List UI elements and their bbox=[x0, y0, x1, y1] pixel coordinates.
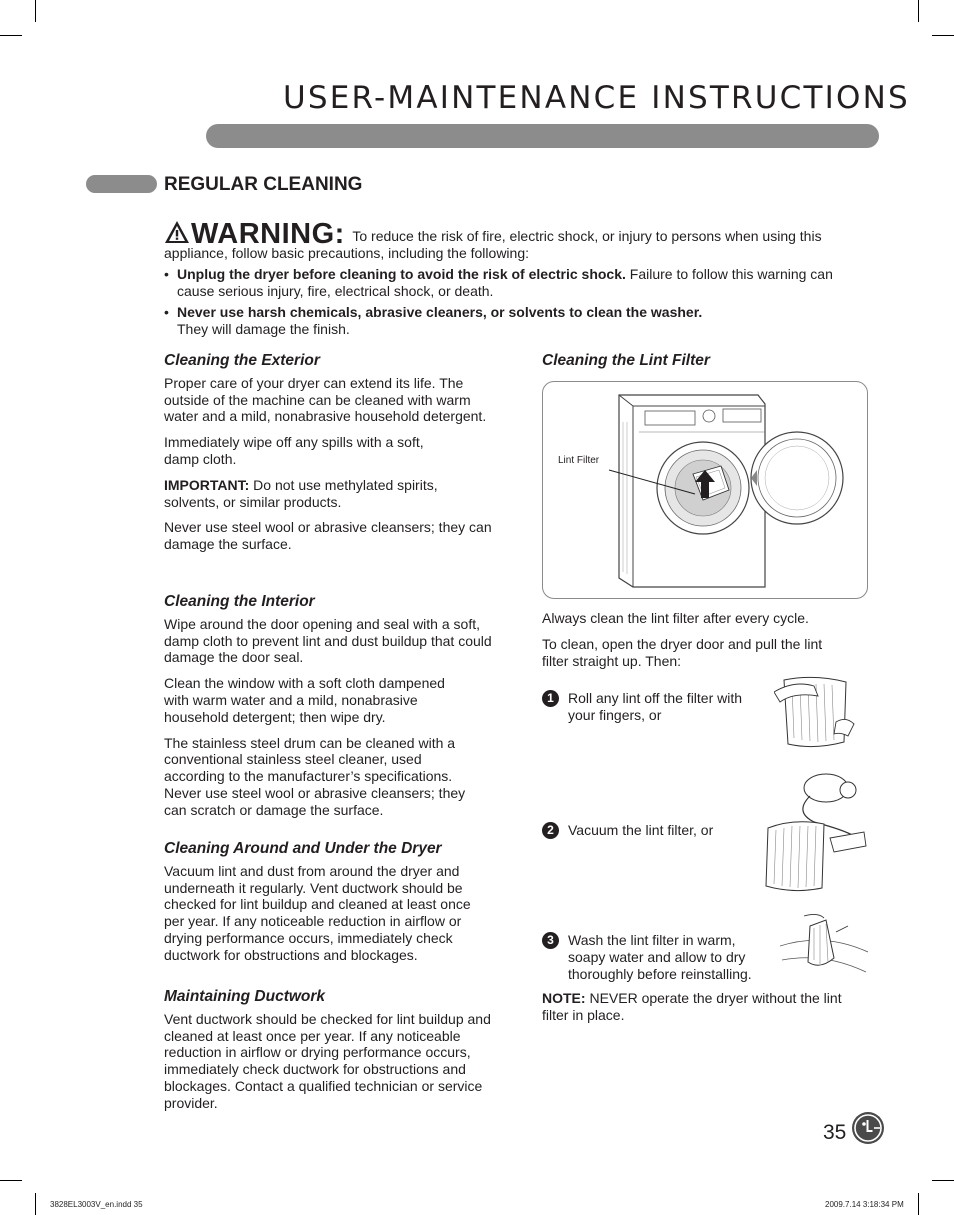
warning-intro bbox=[164, 220, 864, 262]
lint-filter-p2: To clean, open the dryer door and pull the lint filter straight up. Then: bbox=[542, 635, 823, 669]
around-heading: Cleaning Around and Under the Dryer bbox=[164, 840, 442, 857]
section-title: REGULAR CLEANING bbox=[164, 174, 363, 195]
step-3 bbox=[542, 932, 772, 982]
page-number: 35 bbox=[823, 1121, 847, 1144]
exterior-p2: Immediately wipe off any spills with a soft, damp cloth. bbox=[164, 434, 424, 467]
warning-bullet bbox=[164, 266, 864, 300]
exterior-p3: IMPORTANT: Do not use methylated spirits, solvents, or similar products. bbox=[164, 476, 438, 510]
lg-logo-icon bbox=[852, 1112, 884, 1144]
warning-label: WARNING: bbox=[191, 218, 345, 250]
exterior-section bbox=[164, 353, 494, 562]
step-number: 1 bbox=[542, 690, 559, 707]
note bbox=[542, 990, 862, 1033]
step-text: Vacuum the lint filter, or bbox=[568, 822, 714, 838]
footer-date: 2009.7.14 3:18:34 PM bbox=[825, 1200, 904, 1209]
interior-heading: Cleaning the Interior bbox=[164, 593, 315, 610]
exterior-p1: Proper care of your dryer can extend its life. The outside of the machine can be cleaned with warm water and a mild, nonabrasive household detergent. bbox=[164, 374, 487, 425]
wash-filter-illustration bbox=[780, 912, 868, 978]
interior-p2: Clean the window with a soft cloth dampened with warm water and a mild, nonabrasive household detergent; then wipe dry. bbox=[164, 675, 445, 725]
lint-filter-label: Lint Filter bbox=[558, 455, 600, 466]
title-bar bbox=[206, 124, 879, 148]
step-number: 2 bbox=[542, 822, 559, 839]
warning-bullet-bold: Unplug the dryer before cleaning to avoid the risk of electric shock. bbox=[177, 266, 626, 282]
crop-mark bbox=[932, 35, 954, 36]
ductwork-section bbox=[164, 989, 494, 1121]
warning-bullet-bold: Never use harsh chemicals, abrasive cleaners, or solvents to clean the washer. bbox=[177, 304, 703, 320]
lint-filter-text bbox=[542, 610, 862, 678]
warning-triangle-icon bbox=[164, 220, 190, 244]
around-section bbox=[164, 841, 494, 973]
exterior-heading: Cleaning the Exterior bbox=[164, 352, 320, 369]
lint-filter-p1: Always clean the lint filter after every cycle. bbox=[542, 610, 809, 626]
interior-p1: Wipe around the door opening and seal with a soft, damp cloth to prevent lint and dust buildup that could damage the door seal. bbox=[164, 615, 492, 666]
crop-mark bbox=[0, 1180, 22, 1181]
section-marker bbox=[86, 175, 157, 193]
step-text: Roll any lint off the filter with your fingers, or bbox=[568, 690, 743, 723]
lint-filter-roll-illustration bbox=[774, 672, 856, 750]
crop-mark bbox=[918, 1193, 919, 1215]
warning-block bbox=[164, 220, 864, 338]
note-text: NOTE: NEVER operate the dryer without the lint filter in place. bbox=[542, 990, 842, 1023]
crop-mark bbox=[0, 35, 22, 36]
around-p1: Vacuum lint and dust from around the dryer and underneath it regularly. Vent ductwork should be checked for lint buildup and cleaned at least once per year. If any noticeable reduction in airflow or drying performance occurs, immediately check ductwork for obstructions and blockages. bbox=[164, 862, 471, 963]
step-2 bbox=[542, 822, 762, 839]
lg-logo bbox=[852, 1112, 884, 1144]
crop-mark bbox=[35, 0, 36, 22]
exterior-p4: Never use steel wool or abrasive cleansers; they can damage the surface. bbox=[164, 519, 492, 553]
warning-bullet-text: They will damage the finish. bbox=[177, 321, 350, 337]
dryer-image bbox=[543, 382, 867, 598]
lint-filter-heading: Cleaning the Lint Filter bbox=[542, 352, 710, 369]
vacuum-illustration bbox=[764, 766, 868, 894]
warning-bullet-text: Failure to follow this warning can cause serious injury, fire, electrical shock, or death. bbox=[177, 266, 833, 299]
crop-mark bbox=[918, 0, 919, 22]
warning-bullet bbox=[164, 304, 864, 338]
page-title: USER-MAINTENANCE INSTRUCTIONS bbox=[283, 80, 910, 116]
ductwork-p1: Vent ductwork should be checked for lint buildup and cleaned at least once per year. If any noticeable reduction in airflow or drying performance occurs, immediately check ductwork for obstructions and blockages. Contact a qualified technician or service provider. bbox=[164, 1010, 491, 1111]
footer-file: 3828EL3003V_en.indd 35 bbox=[50, 1200, 143, 1209]
warning-intro-text: To reduce the risk of fire, electric shock, or injury to persons when using this appliance, follow basic precautions, including the following: bbox=[164, 228, 822, 261]
interior-section bbox=[164, 594, 494, 828]
step-1 bbox=[542, 690, 762, 724]
crop-mark bbox=[932, 1180, 954, 1181]
step-number: 3 bbox=[542, 932, 559, 949]
interior-p3: The stainless steel drum can be cleaned with a conventional stainless steel cleaner, used according to the manufacturer’s specifications. Never use steel wool or abrasive cleansers; they can scratch or damage the surface. bbox=[164, 734, 466, 818]
dryer-illustration bbox=[542, 381, 868, 599]
step-text: Wash the lint filter in warm, soapy water and allow to dry thoroughly before reinstalling. bbox=[568, 932, 752, 982]
lint-filter-heading-wrap bbox=[542, 353, 872, 375]
ductwork-heading: Maintaining Ductwork bbox=[164, 988, 326, 1005]
crop-mark bbox=[35, 1193, 36, 1215]
